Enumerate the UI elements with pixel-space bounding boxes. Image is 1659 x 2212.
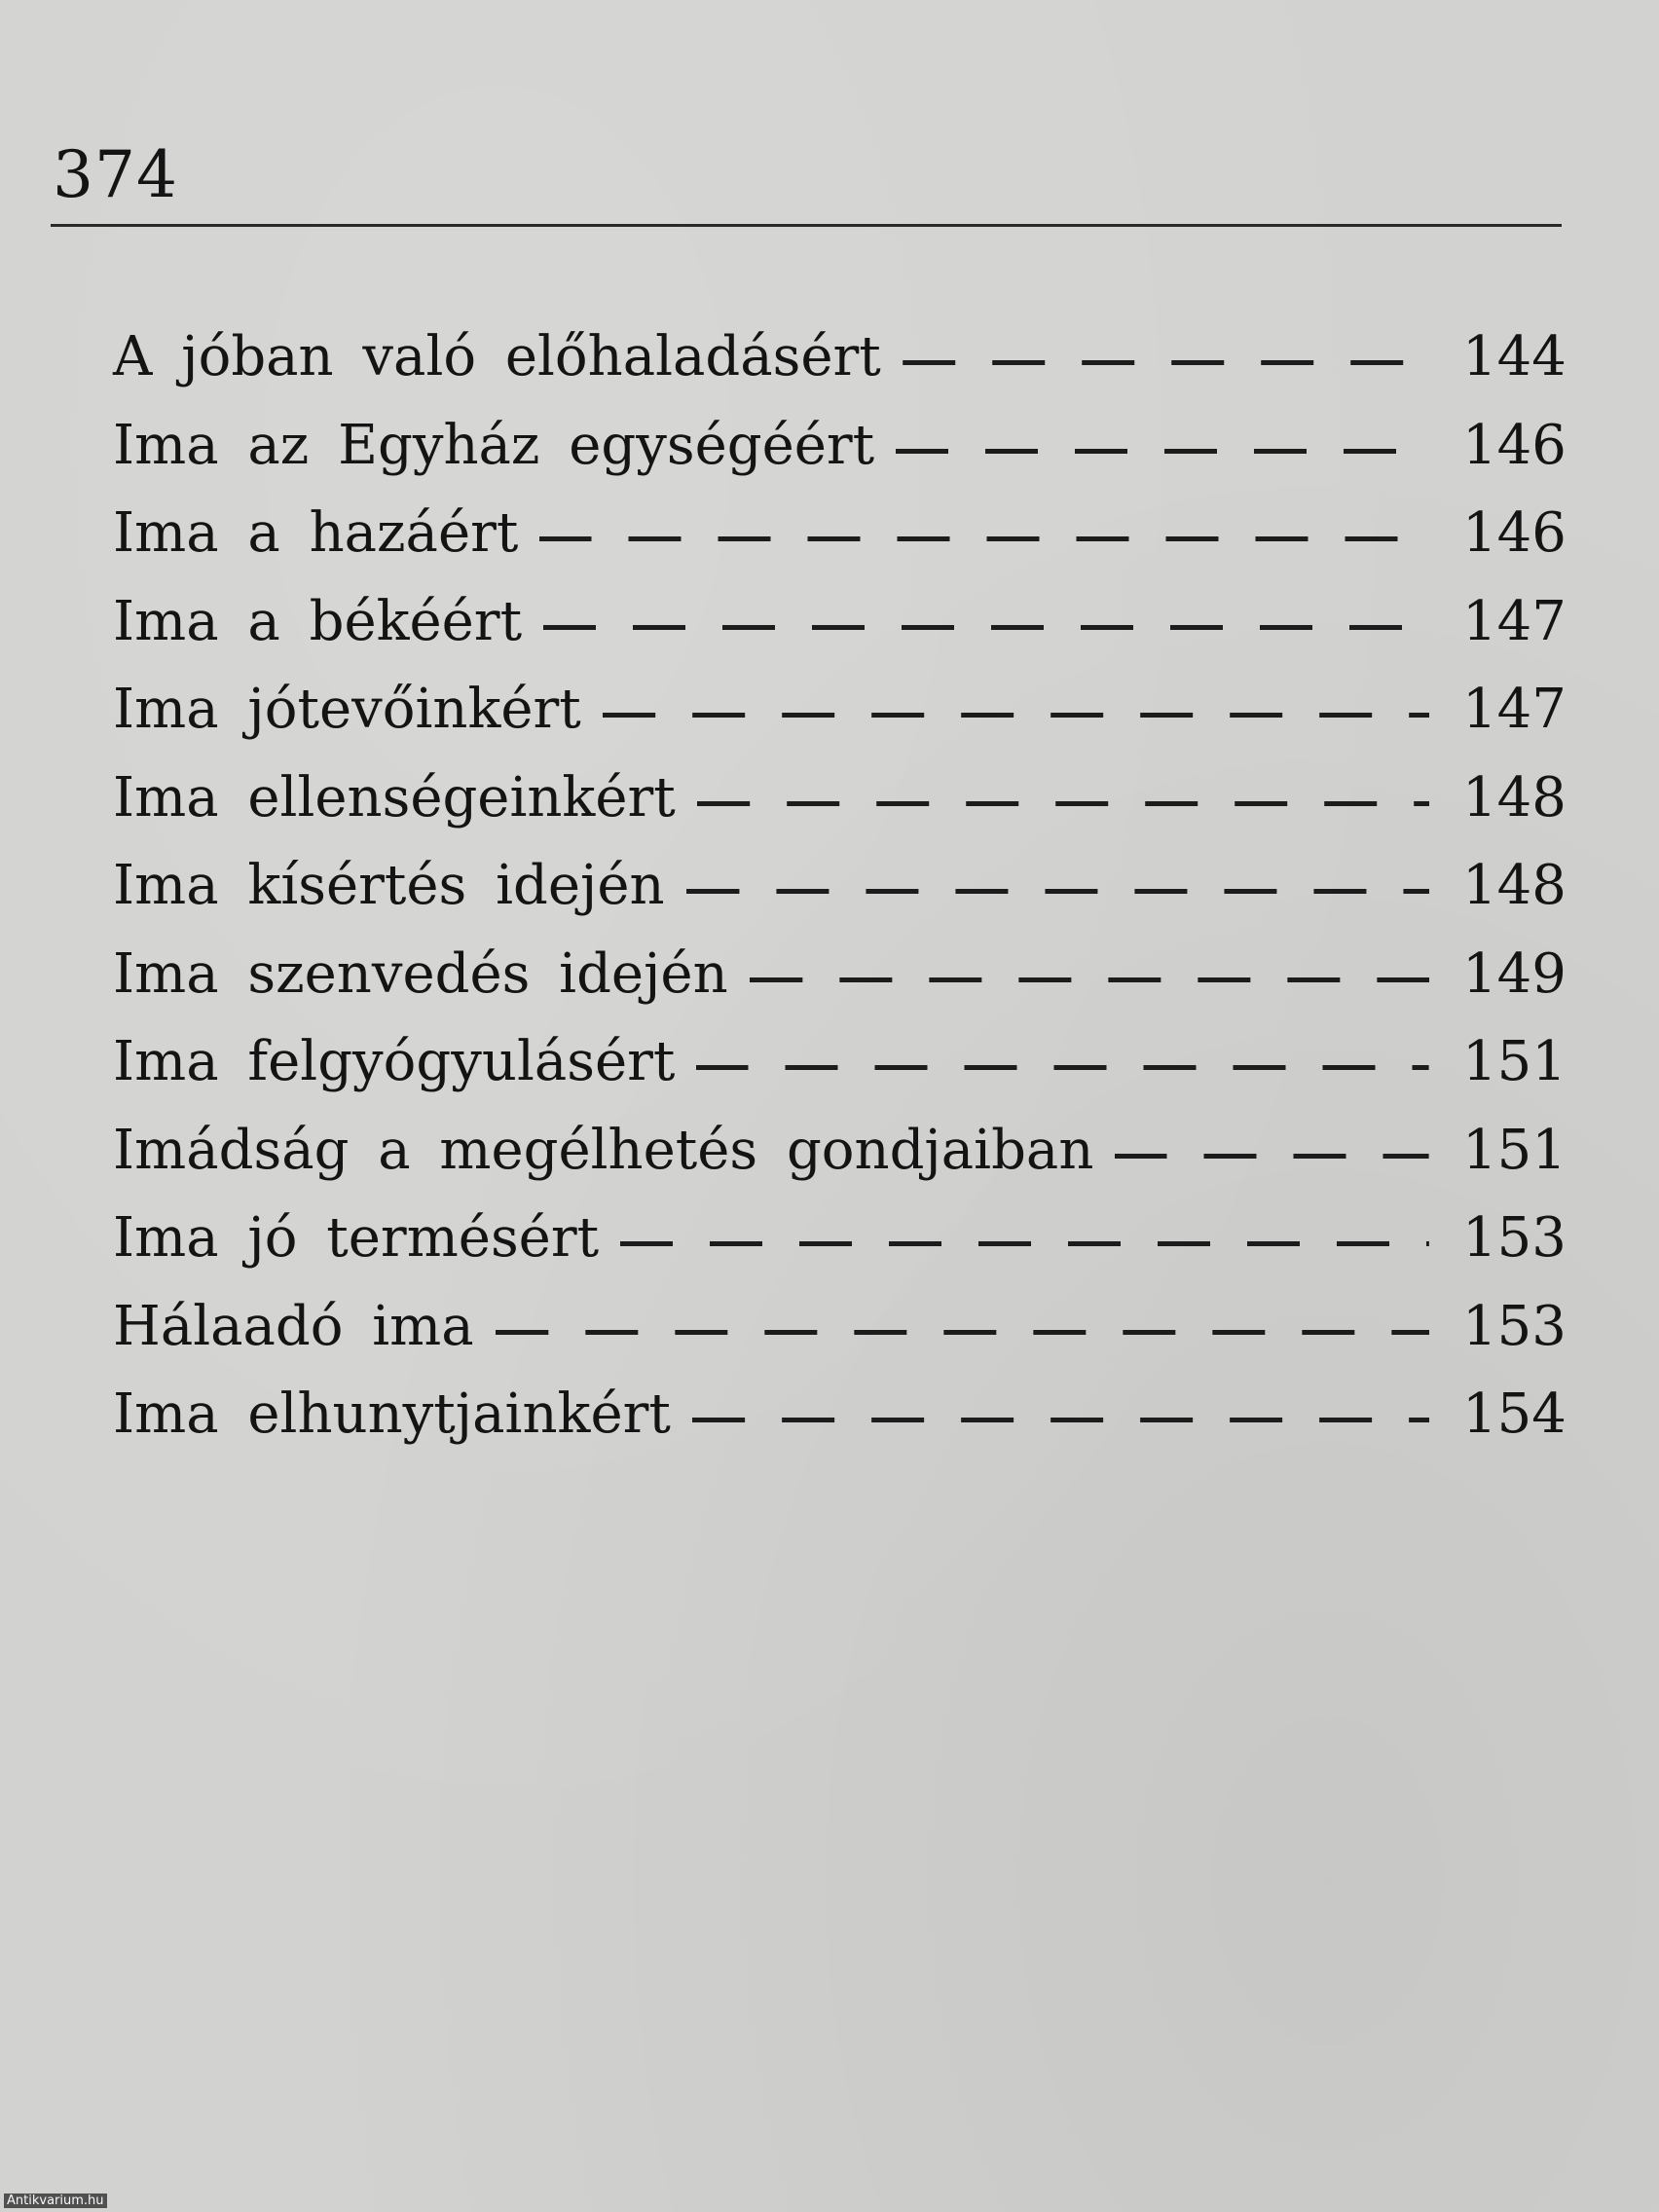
toc-entry-page: 146 xyxy=(1462,501,1567,565)
toc-entry-title: Hálaadó ima xyxy=(113,1294,474,1358)
toc-entry-page: 153 xyxy=(1462,1206,1567,1270)
toc-entry xyxy=(113,755,1567,843)
toc-entry xyxy=(113,1018,1567,1107)
toc-dash-leader xyxy=(903,313,1429,401)
toc-entry-title: Ima kísértés idején xyxy=(113,854,665,917)
page-number: 374 xyxy=(53,137,178,212)
toc-dash-leader xyxy=(697,755,1429,842)
toc-entry-page: 154 xyxy=(1462,1382,1567,1446)
toc-entry xyxy=(113,842,1567,931)
toc-entry xyxy=(113,490,1567,578)
toc-entry-title: Ima jó termésért xyxy=(113,1206,600,1270)
toc-entry-title: Ima szenvedés idején xyxy=(113,941,728,1006)
toc-entry xyxy=(113,931,1567,1019)
toc-dash-leader xyxy=(692,1371,1429,1458)
toc-dash-leader xyxy=(896,402,1429,490)
toc-entry-title: Ima ellenségeinkért xyxy=(113,765,676,830)
toc-entry-page: 151 xyxy=(1462,1118,1567,1182)
header-rule xyxy=(51,224,1562,227)
toc-entry-title: Imádság a megélhetés gondjaiban xyxy=(113,1118,1094,1182)
toc-entry xyxy=(113,1195,1567,1283)
toc-entry-title: Ima a hazáért xyxy=(113,501,519,565)
toc-entry-title: Ima felgyógyulásért xyxy=(113,1030,676,1093)
toc-entry xyxy=(113,1371,1567,1459)
toc-entry-title: Ima a békéért xyxy=(113,589,523,653)
toc-entry-page: 147 xyxy=(1462,589,1567,653)
toc-dash-leader xyxy=(603,666,1429,754)
toc-entry-title: Ima az Egyház egységéért xyxy=(113,413,875,477)
toc-entry xyxy=(113,666,1567,755)
toc-dash-leader xyxy=(1115,1107,1429,1195)
toc-entry-title: Ima jótevőinkért xyxy=(113,678,581,741)
toc-dash-leader xyxy=(696,1018,1429,1106)
toc-dash-leader xyxy=(496,1283,1429,1371)
toc-entry-page: 149 xyxy=(1462,941,1567,1006)
toc-dash-leader xyxy=(543,578,1429,666)
toc-entry-page: 151 xyxy=(1462,1030,1567,1093)
toc-entry xyxy=(113,1107,1567,1196)
toc-entry xyxy=(113,402,1567,491)
toc-entry xyxy=(113,313,1567,402)
source-watermark: Antikvarium.hu xyxy=(4,2194,107,2208)
toc-entry-page: 147 xyxy=(1462,678,1567,741)
toc-entry-title: Ima elhunytjainkért xyxy=(113,1382,671,1446)
toc-dash-leader xyxy=(686,842,1429,930)
toc-entry xyxy=(113,1283,1567,1372)
toc-entry-page: 153 xyxy=(1462,1294,1567,1358)
toc-dash-leader xyxy=(750,931,1429,1018)
toc-entry-title: A jóban való előhaladásért xyxy=(113,325,881,388)
toc-dash-leader xyxy=(620,1195,1429,1282)
toc-entry-page: 144 xyxy=(1462,325,1567,388)
toc-entry-page: 146 xyxy=(1462,413,1567,477)
toc-entry xyxy=(113,578,1567,667)
toc-entry-page: 148 xyxy=(1462,854,1567,917)
toc-dash-leader xyxy=(539,490,1429,577)
toc-entry-page: 148 xyxy=(1462,765,1567,830)
table-of-contents xyxy=(113,313,1567,1459)
